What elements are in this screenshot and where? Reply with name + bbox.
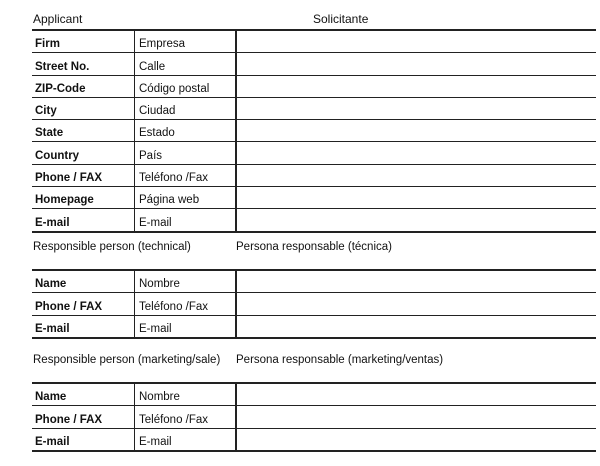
technical-table <box>32 269 596 339</box>
field-label-es: País <box>134 142 235 163</box>
mkt-email-input[interactable] <box>235 429 596 450</box>
tech-email-input[interactable] <box>235 316 596 337</box>
field-label-en: Homepage <box>35 194 94 207</box>
form-row-homepage <box>32 187 596 209</box>
field-label-es: E-mail <box>134 316 235 337</box>
form-row-country <box>32 142 596 164</box>
state-input[interactable] <box>235 120 596 141</box>
field-label-en: E-mail <box>35 322 70 335</box>
field-label-es: Ciudad <box>134 98 235 119</box>
marketing-title-es: Persona responsable (marketing/ventas) <box>236 354 444 366</box>
field-label-en: E-mail <box>35 435 70 448</box>
field-label-es: E-mail <box>134 209 235 230</box>
phone-input[interactable] <box>235 165 596 186</box>
mkt-name-input[interactable] <box>235 384 596 405</box>
tech-name-input[interactable] <box>235 271 596 292</box>
field-label-en: E-mail <box>35 216 70 229</box>
form-row-zip <box>32 76 596 98</box>
tech-phone-input[interactable] <box>235 293 596 314</box>
field-label-en: Phone / FAX <box>35 172 103 185</box>
form-row-name <box>32 384 596 406</box>
form-row-street <box>32 53 596 75</box>
form-row-state <box>32 120 596 142</box>
form-row-firm <box>32 31 596 53</box>
email-input[interactable] <box>235 209 596 230</box>
solicitante-heading: Solicitante <box>313 12 369 26</box>
field-label-es: Teléfono /Fax <box>134 165 235 186</box>
applicant-heading: Applicant <box>33 12 83 26</box>
form-row-phone <box>32 165 596 187</box>
field-label-es: Código postal <box>134 76 235 97</box>
homepage-input[interactable] <box>235 187 596 208</box>
field-label-es: Teléfono /Fax <box>134 406 235 427</box>
form-row-phone <box>32 293 596 315</box>
city-input[interactable] <box>235 98 596 119</box>
form-row-name <box>32 271 596 293</box>
marketing-table <box>32 382 596 452</box>
field-label-es: Nombre <box>134 271 235 292</box>
form-row-phone <box>32 406 596 428</box>
country-input[interactable] <box>235 142 596 163</box>
field-label-es: Estado <box>134 120 235 141</box>
form-row-email <box>32 209 596 232</box>
technical-title-es: Persona responsable (técnica) <box>236 241 392 253</box>
field-label-en: Country <box>35 149 80 162</box>
field-label-en: Name <box>35 278 67 291</box>
field-label-es: Empresa <box>134 31 235 52</box>
field-label-en: Street No. <box>35 60 90 73</box>
field-label-en: City <box>35 105 57 118</box>
field-label-es: Página web <box>134 187 235 208</box>
field-label-es: Calle <box>134 53 235 74</box>
field-label-es: Teléfono /Fax <box>134 293 235 314</box>
field-label-en: Firm <box>35 38 60 51</box>
form-row-email <box>32 429 596 452</box>
field-label-es: E-mail <box>134 429 235 450</box>
applicant-table <box>32 29 596 233</box>
street-input[interactable] <box>235 53 596 74</box>
form-row-city <box>32 98 596 120</box>
field-label-en: Phone / FAX <box>35 300 103 313</box>
field-label-es: Nombre <box>134 384 235 405</box>
marketing-title-en: Responsible person (marketing/sale) <box>33 354 221 366</box>
field-label-en: ZIP-Code <box>35 82 86 95</box>
field-label-en: Phone / FAX <box>35 413 103 426</box>
firm-input[interactable] <box>235 31 596 52</box>
form-row-email <box>32 316 596 339</box>
technical-title-en: Responsible person (technical) <box>33 241 191 253</box>
field-label-en: Name <box>35 391 67 404</box>
field-label-en: State <box>35 127 64 140</box>
mkt-phone-input[interactable] <box>235 406 596 427</box>
zip-input[interactable] <box>235 76 596 97</box>
